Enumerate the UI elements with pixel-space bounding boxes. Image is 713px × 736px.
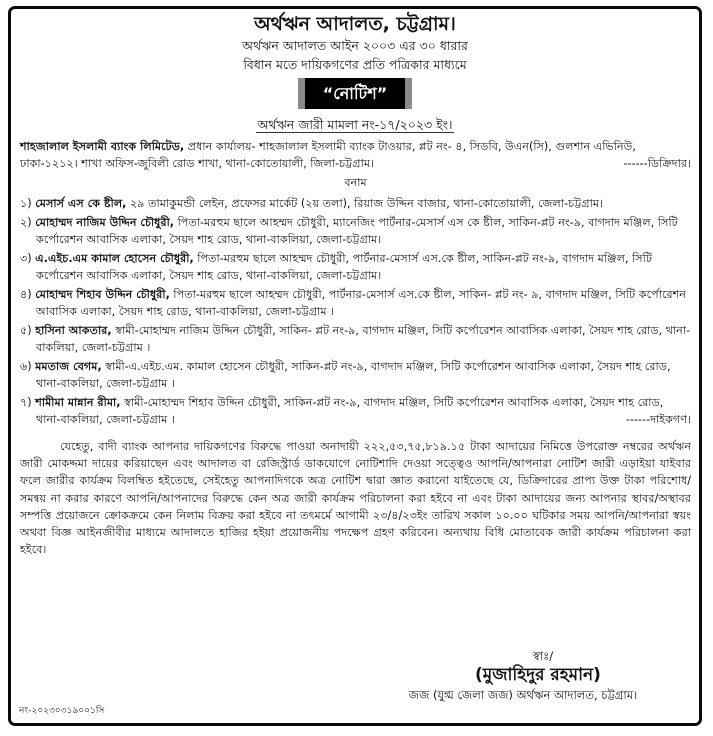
plaintiff-role: ------ডিক্রিদার। (623, 156, 691, 170)
subtitle-line-2: বিধান মতে দায়িকগণের প্রতি পত্রিকার মাধ্যমে (243, 57, 467, 72)
notice-frame (8, 6, 702, 726)
defendant-name: হাসিনা আকতার, (35, 324, 112, 337)
defendant-item (20, 196, 691, 213)
defendants-role: ------দাইকগণ। (625, 412, 691, 426)
plaintiff-name: শাহজালাল ইসলামী ব্যাংক লিমিটেড, (20, 140, 185, 153)
defendant-details: স্বামী-মোহাম্মদ শিহাব উদ্দিন চৌধুরী, সাকিন-প্লট নং-৯, বাগদাদ মঞ্জিল, সিটি কর্পোরেশন আবাসিক এলাকা, সৈয়দ শাহ রোড, থানা-বাকলিয়া, জেলা-চট্টগ্রাম । (36, 396, 664, 426)
notice-banner-wrap (11, 78, 699, 111)
signature-mark: স্বাঃ/ (532, 649, 554, 663)
versus-label: বনাম (344, 176, 367, 189)
defendant-details: পিতা-মরহুম ছালে আহম্মদ চৌধুরী, ম্যানেজিং পার্টনার-মেসার্স এস কে ষ্টীল, সাকিন-প্লট নং-৯, বাগদাদ মঞ্জিল, সিটি কর্পোরেশন আবাসিক এলাকা, সৈয়দ শাহ রোড, থানা-বাকলিয়া, জেলা-চট্টগ্রাম। (36, 216, 678, 246)
defendant-number: ৬) (20, 360, 32, 373)
main-paragraph: যেহেতু, বাদী ব্যাংক আপনার দায়িকগণের বিরুদ্ধে পাওয়া অনাদায়ী ২২২,৫৩,৭৫,৮১৯.১৫ টাকা আদায়ের নিমিত্তে উপরোক্ত নম্বরের অর্থঋন জারী মোকদ্দমা দায়ের করিয়াছেন এবং আদালত বা রেজিস্ট্রার্ড ডাকযোগে নোটিশাদি দেওয়া সত্ত্বেও আপনি/আপনারা নোটিশ জারী এড়াইয়া যাইবার ফলে জারীর কার্যক্রম বিলম্বিত হইতেছে, সেইহেতু আপনাদিগকে অত্র নোটিশ দ্বারা জ্ঞাত করানো যাইতেছে যে, ডিক্রিদারের প্রাপ্য উক্ত টাকা পরিশোধ/সমন্বয় না করার কারণে আপনি/আপনাদের বিরুদ্ধে কেন অত্র জারী কার্যক্রম পরিচালনা করা হইবে না এবং টাকা আদায়ের জন্য আপনার স্থাবর/অস্থাবর সম্পত্তি প্রয়োজনে ক্রোকক্রমে কেন নিলাম বিক্রয় করা হইবে না তৎমর্মে আগামী ২৩/৪/২৩ইং তারিখ সকাল ১০.০০ ঘটিকার সময় আপনি/আপনারা স্বয়ং অথবা বিজ্ঞ আইনজীবীর মাধ্যমে আদালতে হাজির হইয়া প্রয়োজনীয় পদক্ষেপ গ্রহণ করিবেন। অন্যথায় বিধি মোতাবেক জারী কার্যক্রম পরিচালনা করা হইবে। (20, 440, 691, 557)
defendant-details: ২৯ তামাকুমন্ডী লেইন, প্রফেসর মার্কেট (২য় তলা), রিয়াজ উদ্দিন বাজার, থানা-কোতোয়ালী, জেলা-চট্টগ্রাম। (126, 196, 604, 210)
defendant-name: মোহাম্মদ শিহাব উদ্দিন চৌধুরী, (35, 288, 170, 301)
defendant-number: ৭) (20, 396, 32, 409)
court-title: অর্থঋন আদালত, চট্টগ্রাম। (254, 13, 456, 35)
plaintiff-block (20, 139, 691, 172)
defendant-name: এ.এইচ.এম কামাল হোসেন চৌধুরী, (35, 252, 194, 265)
notice-banner: “নোটিশ” (298, 78, 412, 109)
reference-number: নং-২০২৩০৩১৯০০১সি (19, 706, 105, 716)
case-number-text: অর্থঋন জারী মামলা নং-১৭/২০২৩ ইং। (257, 117, 453, 132)
defendant-item (20, 395, 691, 428)
defendant-item (20, 287, 691, 320)
defendant-item (20, 251, 691, 284)
defendant-number: ৫) (20, 324, 32, 337)
defendant-number: ১) (20, 196, 32, 210)
defendant-details: পিতা-মরহুম ছালে আহম্মদ চৌধুরী, পার্টনার-মেসার্স এস.কে ষ্টীল, সাকিন-প্লট নং-৯, বাগদাদ মঞ্জিল, সিটি কর্পোরেশন আবাসিক এলাকা, সৈয়দ শাহ রোড, থানা-বাকলিয়া, জেলা-চট্টগ্রাম। (36, 252, 652, 282)
defendant-name: মেসার্স এস কে ষ্টীল, (35, 196, 127, 210)
subtitle-line-1: অর্থঋন আদালত আইন ২০০৩ এর ৩০ ধারার (242, 38, 468, 53)
plaintiff-address: প্রধান কার্যালয়- শাহজালাল ইসলামী ব্যাংক টাওয়ার, প্লট নং- ৪, সিডবি, উএন(সি), গুলশান এভিনিউ, ঢাকা-১২১২। শাখা অফিস-জুবিলী রোড শাখা, থানা-কোতোয়ালী, জিলা-চট্টগ্রাম। (20, 140, 636, 170)
case-number (11, 116, 699, 134)
defendant-name: মোহাম্মদ নাজিম উদ্দিন চৌধুরী, (35, 216, 175, 229)
defendant-number: ৩) (20, 252, 32, 265)
defendant-name: শামীমা মান্নান রীমা, (35, 396, 121, 409)
signatory-name: (মুজাহিদুর রহমান) (475, 665, 601, 685)
defendant-item (20, 215, 691, 248)
defendant-details: পিতা-মরহুম ছালে আহম্মদ চৌধুরী, পার্টনার-মেসার্স এস.কে ষ্টীল, সাকিন- প্লট নং- ৯, বাগদাদ মঞ্জিল, সিটি কর্পোরেশন আবাসিক এলাকা, সৈয়দ শাহ রোড, থানা-বাকলিয়া, জেলা-চট্টগ্রাম । (36, 288, 686, 318)
signatory-designation: জজ (যুগ্ম জেলা জজ) অর্থঋন আদালত, চট্টগ্রাম। (408, 688, 638, 702)
defendant-item (20, 359, 691, 392)
signature-block (373, 648, 673, 703)
defendant-item (20, 323, 691, 356)
defendant-number: ৪) (20, 288, 32, 301)
defendant-number: ২) (20, 216, 32, 229)
defendant-list (20, 196, 691, 429)
defendant-details: স্বামী-এ.এইচ.এম. কামাল হোসেন চৌধুরী, সাকিন-প্লট নং-৯, বাগদাদ মঞ্জিল, সিটি কর্পোরেশন আবাসিক এলাকা, সৈয়দ শাহ রোড, থানা-বাকলিয়া, জেলা-চট্টগ্রাম । (36, 360, 671, 390)
notice-body (11, 139, 699, 558)
defendant-name: মমতাজ বেগম, (35, 360, 102, 373)
defendant-details: স্বামী-মোহাম্মদ নাজিম উদ্দিন চৌধুরী, সাকিন- প্লট নং-৯, বাগদাদ মঞ্জিল, সিটি কর্পোরেশন আবাসিক এলাকা, সৈয়দ শাহ রোড, থানা-বাকলিয়া, জেলা-চট্টগ্রাম । (36, 324, 691, 354)
